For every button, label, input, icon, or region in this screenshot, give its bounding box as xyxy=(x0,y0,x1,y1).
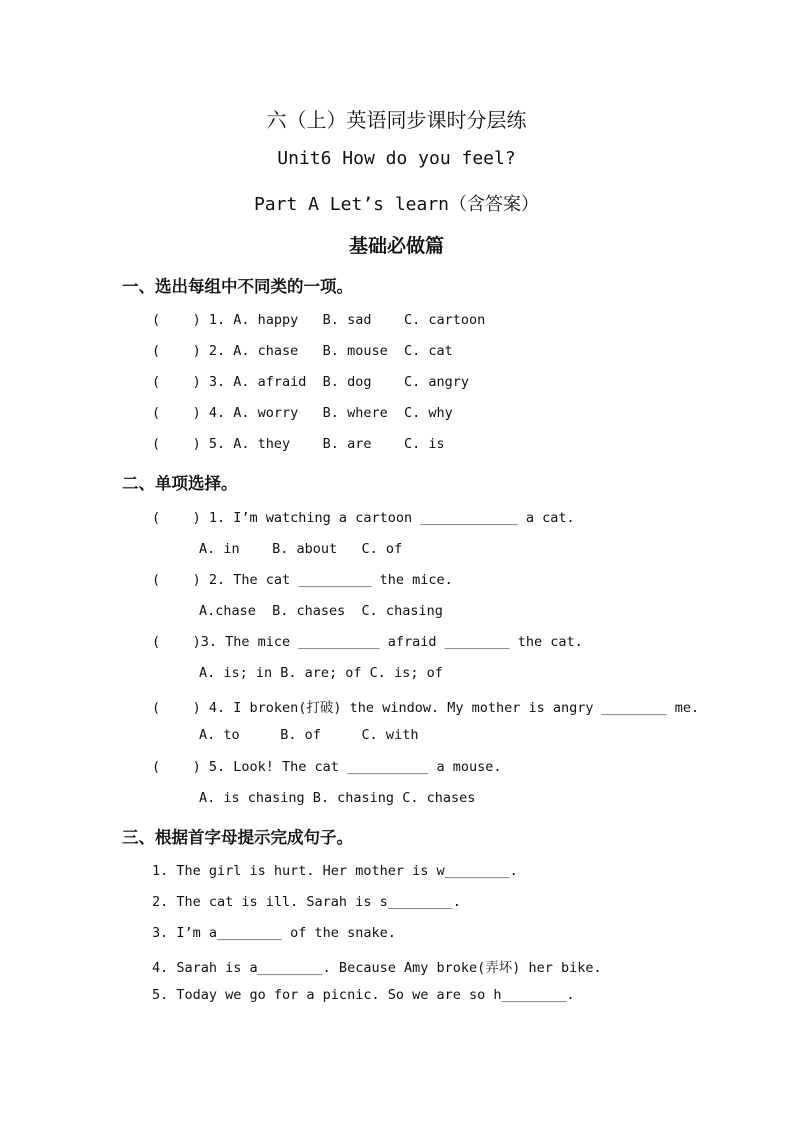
s3-sentence-5: 5. Today we go for a picnic. So we are so h________. xyxy=(152,987,575,1003)
s2-options-5: A. is chasing B. chasing C. chases xyxy=(199,790,476,806)
s2-options-4: A. to B. of C. with xyxy=(199,727,419,743)
s2-options-1: A. in B. about C. of xyxy=(199,541,403,557)
s1-question-2: ( ) 2. A. chase B. mouse C. cat xyxy=(152,343,453,359)
s2-question-1: ( ) 1. I’m watching a cartoon ____________ a cat. xyxy=(152,510,575,526)
worksheet-title: 六（上）英语同步课时分层练 xyxy=(266,108,527,132)
s2-options-2: A.chase B. chases C. chasing xyxy=(199,603,443,619)
section-3-heading: 三、根据首字母提示完成句子。 xyxy=(122,828,353,847)
s2-question-4: ( ) 4. I broken(打破) the window. My mother is angry ________ me. xyxy=(152,700,700,716)
s1-question-1: ( ) 1. A. happy B. sad C. cartoon xyxy=(152,312,486,328)
section-2-heading: 二、单项选择。 xyxy=(122,474,238,493)
s2-question-3: ( )3. The mice __________ afraid ________ the cat. xyxy=(152,634,583,650)
s3-sentence-4: 4. Sarah is a________. Because Amy broke(弄坏) her bike. xyxy=(152,960,602,976)
part-title: Part A Let’s learn（含答案） xyxy=(253,194,540,215)
s3-sentence-3: 3. I’m a________ of the snake. xyxy=(152,925,396,941)
s2-question-2: ( ) 2. The cat _________ the mice. xyxy=(152,572,453,588)
section-1-heading: 一、选出每组中不同类的一项。 xyxy=(122,277,353,296)
unit-title: Unit6 How do you feel? xyxy=(277,148,516,169)
s3-sentence-2: 2. The cat is ill. Sarah is s________. xyxy=(152,894,461,910)
s3-sentence-1: 1. The girl is hurt. Her mother is w________. xyxy=(152,863,518,879)
s2-question-5: ( ) 5. Look! The cat __________ a mouse. xyxy=(152,759,502,775)
level-title: 基础必做篇 xyxy=(348,235,444,257)
s1-question-5: ( ) 5. A. they B. are C. is xyxy=(152,436,445,452)
s2-options-3: A. is; in B. are; of C. is; of xyxy=(199,665,443,681)
s1-question-3: ( ) 3. A. afraid B. dog C. angry xyxy=(152,374,469,390)
s1-question-4: ( ) 4. A. worry B. where C. why xyxy=(152,405,453,421)
